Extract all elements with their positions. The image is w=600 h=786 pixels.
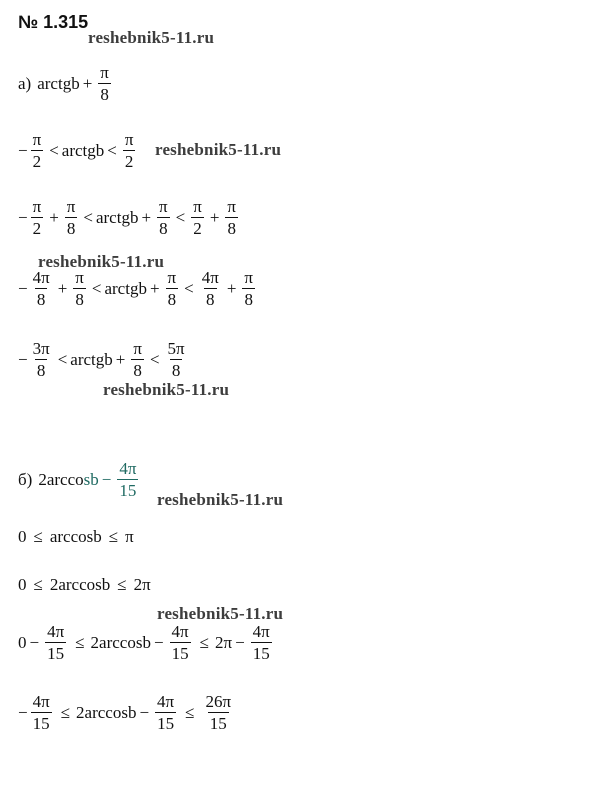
minus-sign: − xyxy=(235,633,245,652)
denominator: 15 xyxy=(119,481,137,500)
fn-arccosb: arccosb xyxy=(49,527,102,546)
numerator: π xyxy=(159,197,168,216)
less-equal: ≤ xyxy=(33,527,43,546)
denominator: 8 xyxy=(206,290,215,309)
less-than: < xyxy=(184,279,194,298)
fn-2arccos-suffix: sb xyxy=(83,470,99,489)
fn-arctgb: arctgb xyxy=(95,208,139,227)
fraction-pi-8 xyxy=(65,198,78,237)
minus-sign: − xyxy=(153,633,164,652)
minus-sign: − xyxy=(18,141,28,160)
plus-sign: + xyxy=(226,279,237,298)
watermark-6: reshebnik5-11.ru xyxy=(157,604,284,623)
denominator: 8 xyxy=(133,361,142,380)
minus-sign: − xyxy=(18,350,28,369)
fraction-4pi-15 xyxy=(170,623,191,662)
denominator: 2 xyxy=(32,152,42,171)
less-equal: ≤ xyxy=(199,633,209,652)
fraction-pi-8 xyxy=(73,269,86,308)
minus-sign: − xyxy=(18,208,28,227)
numerator: 5π xyxy=(167,339,185,358)
fn-2arccosb: 2arccosb xyxy=(49,575,111,594)
fraction-4pi-15 xyxy=(31,693,52,732)
part-b-expression xyxy=(18,460,141,499)
less-equal: ≤ xyxy=(60,703,71,722)
denominator: 15 xyxy=(209,714,227,733)
fraction-4pi-8 xyxy=(31,269,52,308)
watermark-2: reshebnik5-11.ru xyxy=(155,140,282,159)
watermark-5: reshebnik5-11.ru xyxy=(157,490,284,509)
zero: 0 xyxy=(18,633,27,652)
part-a-label: а) xyxy=(18,74,32,93)
part-a-result xyxy=(18,340,190,379)
numerator: 4π xyxy=(157,692,175,711)
fraction-pi-2 xyxy=(191,198,204,237)
minus-sign: − xyxy=(18,703,28,722)
numerator: 3π xyxy=(32,339,50,358)
denominator: 8 xyxy=(227,219,236,238)
numerator: 4π xyxy=(32,692,50,711)
fraction-4pi-15 xyxy=(117,460,138,499)
numerator: 4π xyxy=(171,622,189,641)
plus-sign: + xyxy=(209,208,220,227)
numerator: 4π xyxy=(32,268,50,287)
fn-2arccos-prefix: 2arcco xyxy=(38,470,84,489)
numerator: π xyxy=(133,339,142,358)
fraction-pi-8 xyxy=(131,340,144,379)
less-than: < xyxy=(49,141,59,160)
plus-sign: + xyxy=(49,208,59,227)
numerator: π xyxy=(244,268,254,287)
fraction-pi-8 xyxy=(166,269,179,308)
plus-sign: + xyxy=(141,208,152,227)
fraction-pi-2 xyxy=(31,198,44,237)
denominator: 8 xyxy=(159,219,168,238)
denominator: 15 xyxy=(171,644,189,663)
fn-2arccosb: 2arccosb xyxy=(90,633,151,652)
pi: π xyxy=(125,527,134,546)
numerator: 26π xyxy=(205,692,232,711)
denominator: 2 xyxy=(124,152,134,171)
minus-sign: − xyxy=(18,279,28,298)
denominator: 8 xyxy=(171,361,181,380)
denominator: 8 xyxy=(36,361,46,380)
watermark-4: reshebnik5-11.ru xyxy=(103,380,230,399)
numerator: π xyxy=(124,130,134,149)
fraction-4pi-15 xyxy=(155,693,176,732)
less-equal: ≤ xyxy=(108,527,119,546)
numerator: π xyxy=(32,130,42,149)
less-than: < xyxy=(91,279,102,298)
fn-arctgb: arctgb xyxy=(70,350,113,369)
fraction-pi-8 xyxy=(242,269,255,308)
part-b-step-2 xyxy=(18,576,151,593)
plus-sign: + xyxy=(149,279,160,298)
two-pi: 2π xyxy=(214,633,233,652)
plus-sign: + xyxy=(115,350,126,369)
numerator: π xyxy=(75,268,84,287)
denominator: 15 xyxy=(32,714,50,733)
less-than: < xyxy=(175,208,186,227)
numerator: 4π xyxy=(119,459,137,478)
less-than: < xyxy=(57,350,68,369)
denominator: 8 xyxy=(244,290,253,309)
fn-arctgb: arctgb xyxy=(37,74,80,93)
numerator: π xyxy=(193,197,202,216)
fraction-5pi-8 xyxy=(166,340,187,379)
less-than: < xyxy=(83,208,93,227)
fraction-4pi-15 xyxy=(251,623,272,662)
zero: 0 xyxy=(18,575,27,594)
denominator: 8 xyxy=(66,219,76,238)
less-equal: ≤ xyxy=(117,575,127,594)
fraction-4pi-8 xyxy=(200,269,221,308)
less-equal: ≤ xyxy=(185,703,195,722)
fraction-3pi-8 xyxy=(31,340,52,379)
zero: 0 xyxy=(18,527,27,546)
part-b-step-3 xyxy=(18,623,275,662)
fraction-pi-2 xyxy=(31,131,44,170)
denominator: 8 xyxy=(167,290,177,309)
numerator: π xyxy=(167,268,177,287)
numerator: π xyxy=(227,197,237,216)
plus-sign: + xyxy=(82,74,93,93)
numerator: 4π xyxy=(201,268,219,287)
plus-sign: + xyxy=(57,279,68,298)
fraction-pi-8 xyxy=(157,198,170,237)
problem-number: № 1.315 xyxy=(18,12,89,32)
minus-sign: − xyxy=(29,633,40,652)
fraction-pi-2 xyxy=(123,131,136,170)
denominator: 15 xyxy=(157,714,175,733)
numerator: 4π xyxy=(252,622,270,641)
denominator: 8 xyxy=(100,85,109,104)
numerator: π xyxy=(66,197,76,216)
fraction-pi-8 xyxy=(98,64,111,103)
less-than: < xyxy=(149,350,160,369)
part-b-step-1 xyxy=(18,528,134,545)
part-a-step-3 xyxy=(18,269,258,308)
fraction-pi-8 xyxy=(225,198,238,237)
less-than: < xyxy=(107,141,117,160)
minus-sign: − xyxy=(139,703,150,722)
fn-2arccosb: 2arccosb xyxy=(76,703,137,722)
part-a-expression xyxy=(18,64,114,103)
numerator: 4π xyxy=(47,622,65,641)
denominator: 8 xyxy=(36,290,46,309)
watermark-1: reshebnik5-11.ru xyxy=(88,28,215,47)
denominator: 8 xyxy=(75,290,84,309)
part-b-label: б) xyxy=(18,470,33,489)
denominator: 2 xyxy=(32,219,42,238)
part-b-result xyxy=(18,693,236,732)
two-pi: 2π xyxy=(133,575,151,594)
denominator: 15 xyxy=(252,644,270,663)
part-a-step-1 xyxy=(18,131,138,170)
numerator: π xyxy=(32,197,42,216)
numerator: π xyxy=(100,63,109,82)
watermark-3: reshebnik5-11.ru xyxy=(38,252,165,271)
less-equal: ≤ xyxy=(33,575,43,594)
part-a-step-2 xyxy=(18,198,241,237)
denominator: 15 xyxy=(47,644,65,663)
minus-sign: − xyxy=(101,470,112,489)
denominator: 2 xyxy=(193,219,202,238)
fraction-4pi-15 xyxy=(45,623,66,662)
fraction-26pi-15 xyxy=(203,693,233,732)
less-equal: ≤ xyxy=(75,633,85,652)
fn-arctgb: arctgb xyxy=(61,141,105,160)
fn-arctgb: arctgb xyxy=(104,279,147,298)
